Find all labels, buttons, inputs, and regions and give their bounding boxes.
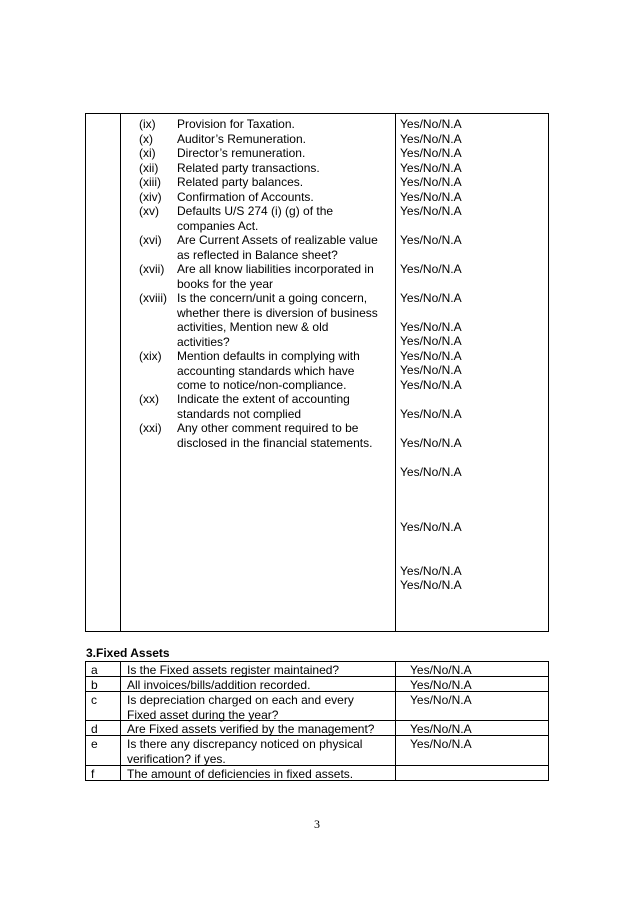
answer-option: Yes/No/N.A [400,578,462,592]
table-border-left [85,113,86,632]
row-answer: Yes/No/N.A [410,737,472,751]
answer-option: Yes/No/N.A [400,363,462,377]
item-text-line: books for the year [177,276,274,291]
item-text-line: Is the concern/unit a going concern, [177,291,368,305]
answer-option: Yes/No/N.A [400,146,462,160]
row-question-line: verification? if yes. [127,751,226,766]
table-border-top [85,113,549,114]
item-number: (xv) [139,204,159,218]
row-question-line: Are Fixed assets verified by the management? [127,722,375,736]
item-text-line: Are all know liabilities incorporated in [177,262,374,276]
item-text-line: Indicate the extent of accounting [177,392,350,406]
item-text-line: activities? [177,334,230,349]
answer-option: Yes/No/N.A [400,465,462,479]
row-id: e [91,737,98,751]
row-question-line: Is there any discrepancy noticed on physical [127,737,363,751]
item-text-line: standards not complied [177,406,302,421]
answer-option: Yes/No/N.A [400,349,462,363]
answer-option: Yes/No/N.A [400,190,462,204]
answer-option: Yes/No/N.A [400,117,462,131]
table-border-bottom [85,631,549,632]
answer-option: Yes/No/N.A [400,204,462,218]
item-text-line: Confirmation of Accounts. [177,190,314,204]
item-number: (xvi) [139,233,162,247]
page-number: 3 [314,817,320,831]
row-answer: Yes/No/N.A [410,678,472,692]
row-id: b [91,678,98,692]
fa-border-top [85,661,549,662]
answer-option: Yes/No/N.A [400,378,462,392]
item-text-line: disclosed in the financial statements. [177,435,373,450]
row-id: f [91,767,95,781]
row-answer: Yes/No/N.A [410,693,472,707]
item-number: (xxi) [139,421,162,435]
item-text-line: Director’s remuneration. [177,146,306,160]
item-text-line: whether there is diversion of business [177,305,378,320]
item-number: (xvii) [139,262,165,276]
table-divider-2 [395,113,396,632]
answer-option: Yes/No/N.A [400,175,462,189]
row-question-line: Is depreciation charged on each and every [127,693,354,707]
item-text-line: come to notice/non-compliance. [177,378,347,392]
item-text-line: accounting standards which have [177,363,355,378]
answer-option: Yes/No/N.A [400,436,462,450]
row-question-line: The amount of deficiencies in fixed assets. [127,767,354,781]
item-text-line: as reflected in Balance sheet? [177,247,338,262]
answer-option: Yes/No/N.A [400,564,462,578]
answer-option: Yes/No/N.A [400,132,462,146]
row-id: a [91,663,98,677]
item-number: (xviii) [139,291,167,305]
row-id: d [91,722,98,736]
item-text-line: Related party balances. [177,175,304,189]
item-text-line: activities, Mention new & old [177,320,329,334]
answer-option: Yes/No/N.A [400,334,462,348]
answer-option: Yes/No/N.A [400,161,462,175]
answer-option: Yes/No/N.A [400,262,462,276]
section-heading: 3.Fixed Assets [86,646,170,660]
item-text-line: Defaults U/S 274 (i) (g) of the [177,204,334,218]
row-question-line: Fixed asset during the year? [127,707,279,722]
item-text-line: Provision for Taxation. [177,117,295,131]
item-text-line: Are Current Assets of realizable value [177,233,378,247]
row-answer: Yes/No/N.A [410,663,472,677]
item-text-line: Any other comment required to be [177,421,359,435]
item-number: (xx) [139,392,159,406]
table-border-right [548,113,549,632]
item-text-line: Mention defaults in complying with [177,349,360,363]
item-number: (xiv) [139,190,162,204]
row-id: c [91,693,97,707]
answer-option: Yes/No/N.A [400,233,462,247]
fa-border-right [548,661,549,781]
fa-border-left [85,661,86,781]
item-number: (xiii) [139,175,161,189]
item-text-line: Related party transactions. [177,161,320,175]
item-number: (xii) [139,161,159,175]
item-number: (xi) [139,146,156,160]
fa-divider-1 [120,661,121,781]
item-number: (xix) [139,349,162,363]
item-text-line: Auditor’s Remuneration. [177,132,306,146]
table-divider-1 [120,113,121,632]
answer-option: Yes/No/N.A [400,291,462,305]
item-number: (ix) [139,117,156,131]
row-answer: Yes/No/N.A [410,722,472,736]
answer-option: Yes/No/N.A [400,407,462,421]
answer-option: Yes/No/N.A [400,320,462,334]
row-question-line: All invoices/bills/addition recorded. [127,678,311,692]
item-number: (x) [139,132,153,146]
answer-option: Yes/No/N.A [400,520,462,534]
fa-divider-2 [395,661,396,781]
item-text-line: companies Act. [177,218,259,233]
row-question-line: Is the Fixed assets register maintained? [127,663,340,677]
